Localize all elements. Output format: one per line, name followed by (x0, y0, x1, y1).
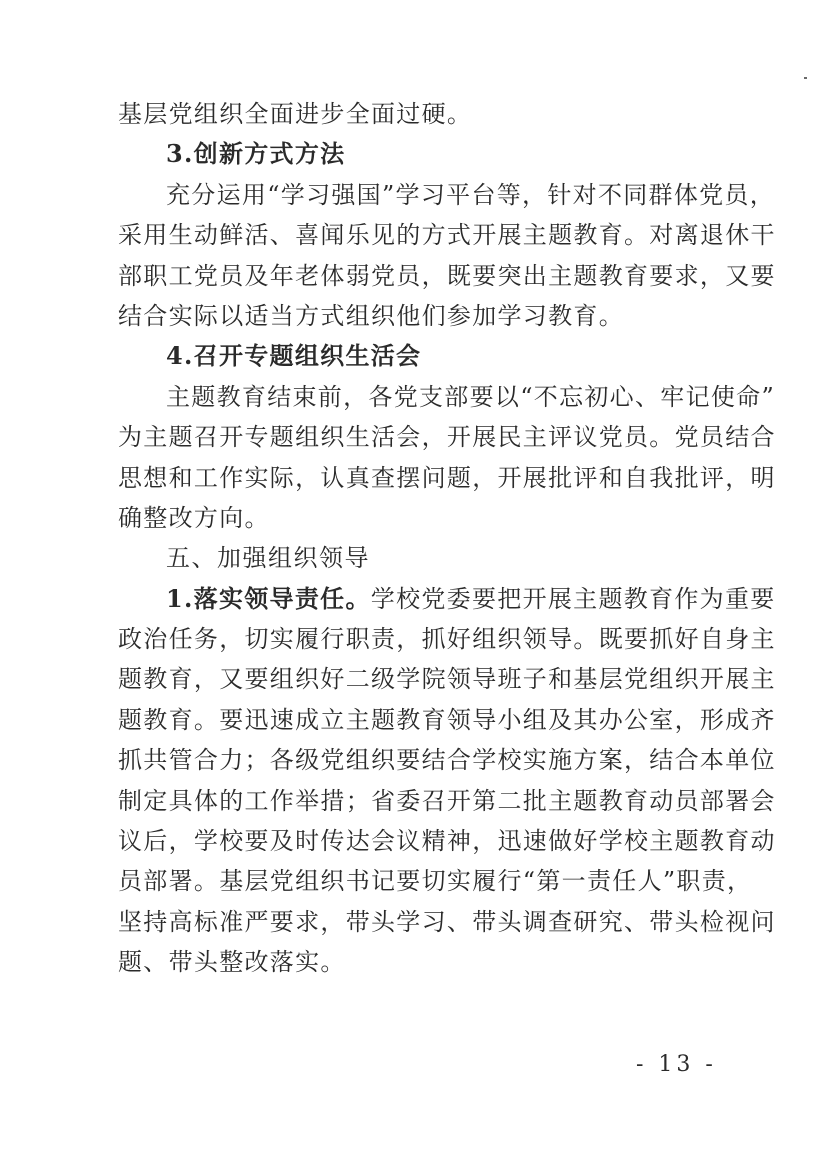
paragraph-line (118, 579, 776, 619)
paragraph-line: 为主题召开专题组织生活会，开展民主评议党员。党员结合 (118, 423, 776, 452)
paragraph-line: 主题教育结束前，各党支部要以“不忘初心、牢记使命” (166, 382, 776, 411)
paragraph-line: 题教育，又要组织好二级学院领导班子和基层党组织开展主 (118, 665, 776, 694)
paragraph-line: 基层党组织全面进步全面过硬。 (118, 100, 473, 128)
paragraph-line: 采用生动鲜活、喜闻乐见的方式开展主题教育。对离退休干 (118, 221, 776, 250)
document-body (118, 94, 776, 983)
paragraph-line: 题、带头整改落实。 (118, 948, 346, 977)
item-heading-leadership-responsibility: 1.落实领导责任。 (166, 583, 371, 613)
section-heading-strengthen-leadership: 五、加强组织领导 (166, 544, 370, 573)
paragraph-line: 抓共管合力；各级党组织要结合学校实施方案，结合本单位 (118, 746, 776, 775)
paragraph-line: 充分运用“学习强国”学习平台等，针对不同群体党员， (166, 180, 776, 209)
scan-speck (804, 77, 807, 79)
paragraph-line: 议后，学校要及时传达会议精神，迅速做好学校主题教育动 (118, 827, 776, 856)
paragraph-line: 题教育。要迅速成立主题教育领导小组及其办公室，形成齐 (118, 705, 776, 734)
paragraph-line: 部职工党员及年老体弱党员，既要突出主题教育要求，又要 (118, 261, 776, 290)
subheading-organizational-life-meeting: 4.召开专题组织生活会 (166, 341, 422, 371)
paragraph-line: 思想和工作实际，认真查摆问题，开展批评和自我批评，明 (118, 463, 776, 492)
paragraph-line: 确整改方向。 (118, 503, 270, 532)
paragraph-line: 员部署。基层党组织书记要切实履行“第一责任人”职责， (118, 867, 753, 896)
paragraph-line: 坚持高标准严要求，带头学习、带头调查研究、带头检视问 (118, 907, 776, 936)
page-number: - 13 - (636, 1052, 717, 1077)
paragraph-text: 学校党委要把开展主题教育作为重要 (370, 584, 776, 613)
subheading-innovate-methods: 3.创新方式方法 (166, 139, 346, 169)
paragraph-line: 结合实际以适当方式组织他们参加学习教育。 (118, 301, 624, 330)
paragraph-line: 制定具体的工作举措；省委召开第二批主题教育动员部署会 (118, 786, 776, 815)
paragraph-line: 政治任务，切实履行职责，抓好组织领导。既要抓好自身主 (118, 625, 776, 654)
